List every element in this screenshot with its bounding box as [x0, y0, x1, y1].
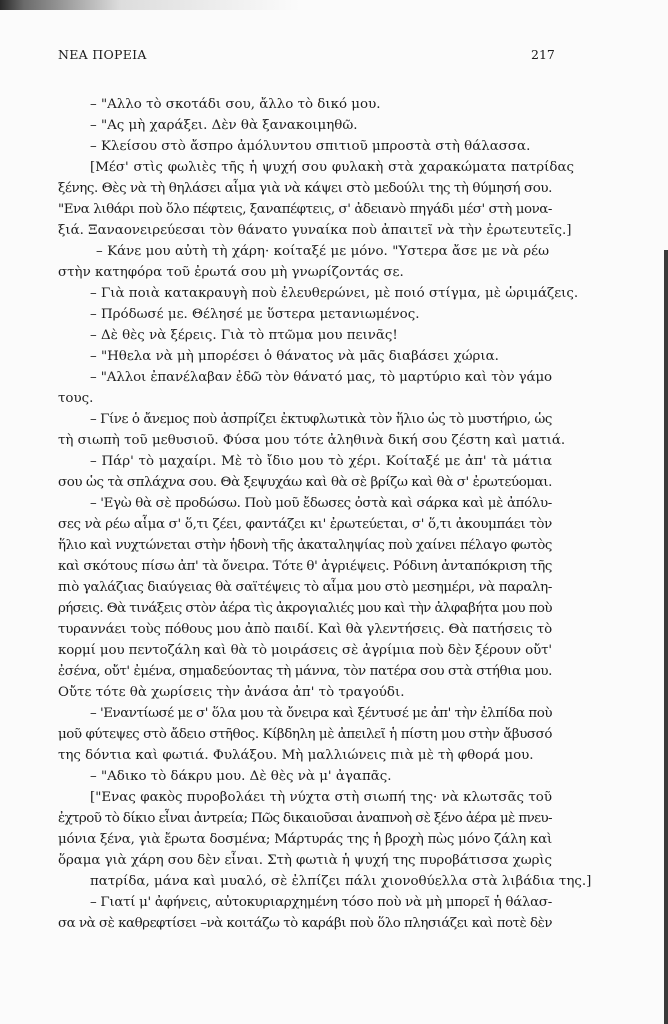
text-line: – "Αδικο τὸ δάκρυ μου. Δὲ θὲς νὰ μ' ἀγαπᾶς.	[90, 769, 392, 784]
running-head-title: ΝΕΑ ΠΟΡΕΙΑ	[58, 47, 147, 62]
text-line: – Πάρ' τὸ μαχαίρι. Μὲ τὸ ἴδιο μου τὸ χέρι. Κοίταξέ με ἀπ' τὰ μάτια	[90, 454, 552, 469]
text-line: "Ενα λιθάρι ποὺ ὅλο πέφτεις, ξαναπέφτεις, σ' ἀδειανὸ πηγάδι μέσ' στὴ μονα-	[58, 202, 552, 217]
text-line: Οὔτε τότε θὰ χωρίσεις τὴν ἀνάσα ἀπ' τὸ τραγούδι.	[58, 685, 405, 700]
text-line: – Γιατί μ' ἀφήνεις, αὐτοκυριαρχημένη τόσο ποὺ νὰ μὴ μπορεῖ ἡ θάλασ-	[90, 895, 552, 910]
text-line: σου ὡς τὰ σπλάχνα σου. Θὰ ξεψυχάω καὶ θὰ σὲ βρίζω καὶ θὰ σ' ἐρωτεύομαι.	[58, 475, 553, 490]
text-line: πιὸ γαλάζιας διαύγειας θὰ σαϊτέψεις τὸ αἷμα μου στὸ μεσημέρι, νὰ παραλη-	[58, 580, 552, 595]
scan-shadow-right	[664, 250, 668, 1024]
text-line: ἐσένα, οὔτ' ἐμένα, σημαδεύοντας τὴ μάννα, τὸν πατέρα σου στὰ στήθια μου.	[58, 664, 552, 679]
text-line: – Πρόδωσέ με. Θέλησέ με ὕστερα μετανιωμένος.	[90, 307, 420, 322]
text-line: – "Ηθελα νὰ μὴ μπορέσει ὁ θάνατος νὰ μᾶς διαβάσει χώρια.	[90, 349, 499, 364]
text-line: ὅραμα γιὰ χάρη σου δὲν εἶναι. Στὴ φωτιὰ ἡ ψυχή της πυροβάτισσα χωρὶς	[58, 853, 552, 868]
text-line: στὴν κατηφόρα τοῦ ἐρωτά σου μὴ γνωρίζοντάς σε.	[58, 265, 404, 280]
text-line: της δόντια καὶ φωτιά. Φυλάξου. Μὴ μαλλιώνεις πιὰ μὲ τὴ φθορά μου.	[58, 748, 534, 763]
text-line: σα νὰ σὲ καθρεφτίσει –νὰ κοιτάζω τὸ καράβι ποὺ ὅλο πλησιάζει καὶ ποτὲ δὲν	[58, 916, 552, 931]
text-line: σες νὰ ρέω αἷμα σ' ὅ,τι ζέει, φαντάζει κι' ἐρωτεύεται, σ' ὅ,τι ἀκουμπάει τὸν	[58, 517, 552, 532]
scan-shadow-top	[0, 0, 300, 10]
text-line: – 'Εγὼ θὰ σὲ προδώσω. Ποὺ μοῦ ἔδωσες ὀστὰ καὶ σάρκα καὶ μὲ ἀπόλυ-	[90, 496, 552, 511]
page-number: 217	[531, 47, 555, 62]
text-line: ["Ενας φακὸς πυροβολάει τὴ νύχτα στὴ σιωπή της· νὰ κλωτσᾶς τοῦ	[90, 790, 552, 805]
text-line: – "Αλλοι ἐπανέλαβαν ἐδῶ τὸν θάνατό μας, τὸ μαρτύριο καὶ τὸν γάμο	[90, 370, 552, 385]
text-line: ξιά. Ξαναονειρεύεσαι τὸν θάνατο γυναίκα ποὺ ἀπαιτεῖ νὰ τὴν ἐρωτευτεῖς.]	[58, 223, 572, 238]
text-line: τὴ σιωπὴ τοῦ μεθυσιοῦ. Φύσα μου τότε ἀληθινὰ δική σου ζέστη καὶ ματιά.	[58, 433, 566, 448]
text-line: ξένης. Θὲς νὰ τὴ θηλάσει αἷμα γιὰ νὰ κάψει στὸ μεδούλι της τὴ θύμησή σου.	[58, 181, 552, 196]
text-line: – 'Εναντίωσέ με σ' ὅλα μου τὰ ὄνειρα καὶ ξέντυσέ με ἀπ' τὴν ἐλπίδα ποὺ	[90, 706, 552, 721]
text-line: καὶ σκότους πίσω ἀπ' τὰ ὄνειρα. Τότε θ' ἀγριέψεις. Ρόδινη ἀνταπόκριση τῆς	[58, 559, 552, 574]
text-line: ἐχτροῦ τὸ δίκιο εἶναι ἀντρεία; Πῶς δικαιοῦσαι ἀναπνοὴ σὲ ξένο ἀέρα μὲ πνευ-	[58, 811, 552, 826]
text-line: [Μέσ' στὶς φωλιὲς τῆς ἡ ψυχή σου φυλακὴ στὰ χαρακώματα πατρίδας	[90, 160, 574, 175]
text-line: ρήσεις. Θὰ τινάξεις στὸν ἀέρα τὶς ἀκρογιαλιές μου καὶ τὴν ἀλφαβήτα μου ποὺ	[58, 601, 552, 616]
text-line: – Κάνε μου αὐτὴ τὴ χάρη· κοίταξέ με μόνο. "Υστερα ἄσε με νὰ ρέω	[96, 244, 549, 259]
text-line: – Γιὰ ποιὰ κατακραυγὴ ποὺ ἐλευθερώνει, μὲ ποιό στίγμα, μὲ ὡριμάζεις.	[90, 286, 579, 301]
text-line: τυραννάει τοὺς πόθους μου ἀπὸ παιδί. Καὶ θὰ γλεντήσεις. Θὰ πατήσεις τὸ	[58, 622, 552, 637]
text-line: – "Αλλο τὸ σκοτάδι σου, ἄλλο τὸ δικό μου.	[90, 97, 381, 112]
text-line: πατρίδα, μάνα καὶ μυαλό, σὲ ἐλπίζει πάλι χιονοθύελλα στὰ λιβάδια της.]	[90, 874, 592, 889]
text-line: κορμί μου πεντοζάλη καὶ θὰ τὸ μοιράσεις σὲ ἀγρίμια ποὺ δὲν ξέρουν οὔτ'	[58, 643, 552, 658]
text-line: – Κλείσου στὸ ἄσπρο ἀμόλυντου σπιτιοῦ μπροστὰ στὴ θάλασσα.	[90, 139, 531, 154]
text-line: μόνια ξένα, γιὰ ἔρωτα δοσμένα; Μάρτυράς της ἡ βροχὴ πὼς μόνο ζάλη καὶ	[58, 832, 552, 847]
text-line: μοῦ φύτεψες στὸ ἄδειο στῆθος. Κίβδηλη μὲ ἀπειλεῖ ἡ πίστη μου στὴν ἄβυσσό	[58, 727, 552, 742]
text-line: – "Ας μὴ χαράξει. Δὲν θὰ ξανακοιμηθῶ.	[90, 118, 358, 133]
text-line: ἥλιο καὶ νυχτώνεται στὴν ἡδονὴ τῆς ἀκαταληψίας ποὺ χαίνει πέλαγο φωτὸς	[58, 538, 552, 553]
text-line: – Γίνε ὁ ἄνεμος ποὺ ἀσπρίζει ἐκτυφλωτικὰ τὸν ἥλιο ὡς τὸ μυστήριο, ὡς	[90, 412, 552, 427]
text-line: τους.	[58, 391, 94, 406]
text-line: – Δὲ θὲς νὰ ξέρεις. Γιὰ τὸ πτῶμα μου πεινᾶς!	[90, 328, 398, 343]
